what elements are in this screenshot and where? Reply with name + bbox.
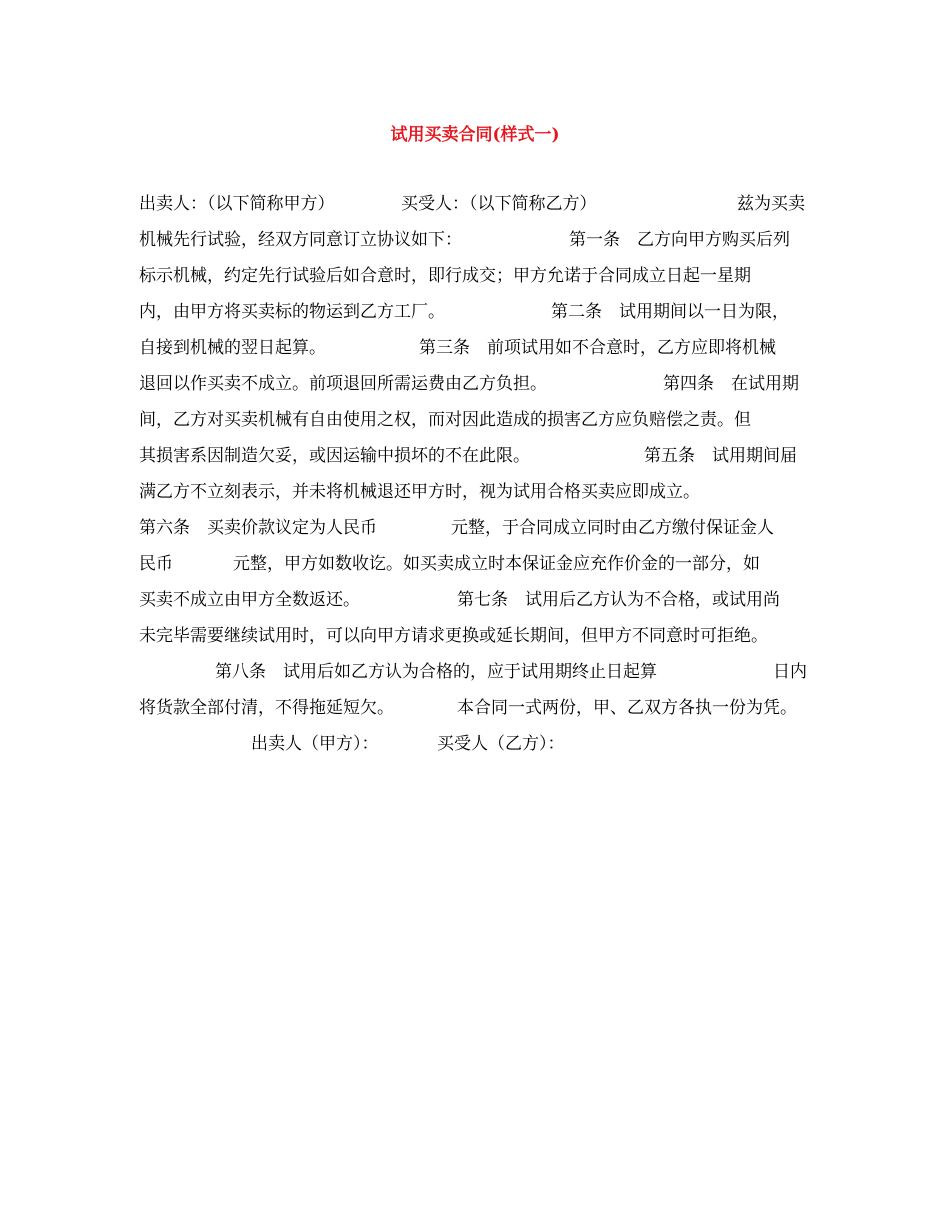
text-line-1 [139,190,819,218]
text-line-10 [139,514,819,542]
text-line-2 [139,226,819,254]
text-segment: 退回以作买卖不成立。前项退回所需运费由乙方负担。 [139,374,547,394]
text-line-5 [139,334,819,362]
text-segment: 兹为买卖 [737,194,805,214]
clause-1: 第一条 乙方向甲方购买后列 [569,230,790,250]
contract-title: 试用买卖合同(样式一) [390,125,560,145]
buyer-signature-label: 买受人（乙方）： [437,734,565,754]
text-segment: 民币 [139,554,173,574]
text-line-6 [139,370,819,398]
text-segment: 买卖不成立由甲方全数返还。 [139,590,360,610]
text-line-13 [139,622,819,650]
text-line-12 [139,586,819,614]
signature-line [139,730,819,758]
text-segment: 未完毕需要继续试用时，可以向甲方请求更换或延长期间，但甲方不同意时可拒绝。 [139,626,768,646]
text-segment: 满乙方不立刻表示，并未将机械退还甲方时，视为试用合格买卖应即成立。 [139,482,700,502]
text-segment: 日内 [773,662,807,682]
text-line-15 [139,694,819,722]
copies-clause: 本合同一式两份，甲、乙双方各执一份为凭。 [457,698,797,718]
text-segment: 其损害系因制造欠妥，或因运输中损坏的不在此限。 [139,446,530,466]
text-line-4 [139,298,819,326]
clause-8: 第八条 试用后如乙方认为合格的，应于试用期终止日起算 [215,662,657,682]
clause-2: 第二条 试用期间以一日为限， [551,302,789,322]
clause-5: 第五条 试用期间届 [644,446,797,466]
clause-4: 第四条 在试用期 [663,374,799,394]
text-segment: 元整，于合同成立同时由乙方缴付保证金人 [451,518,774,538]
clause-3: 第三条 前项试用如不合意时，乙方应即将机械 [419,338,776,358]
text-segment: 自接到机械的翌日起算。 [139,338,326,358]
text-segment: 标示机械，约定先行试验后如合意时，即行成交；甲方允诺于合同成立日起一星期 [139,266,751,286]
clause-6: 第六条 买卖价款议定为人民币 [139,518,377,538]
text-segment: 内，由甲方将买卖标的物运到乙方工厂。 [139,302,445,322]
text-segment: 机械先行试验，经双方同意订立协议如下： [139,230,462,250]
text-line-14 [139,658,819,686]
text-line-7 [139,406,819,434]
text-line-3 [139,262,819,290]
text-segment: 间，乙方对买卖机械有自由使用之权，而对因此造成的损害乙方应负赔偿之责。但 [139,410,751,430]
text-segment: 元整，甲方如数收讫。如买卖成立时本保证金应充作价金的一部分，如 [233,554,760,574]
text-line-9 [139,478,819,506]
text-line-8 [139,442,819,470]
clause-7: 第七条 试用后乙方认为不合格，或试用尚 [457,590,780,610]
seller-label: 出卖人：（以下简称甲方） [139,194,335,214]
buyer-label: 买受人：（以下简称乙方） [401,194,597,214]
text-segment: 将货款全部付清，不得拖延短欠。 [139,698,394,718]
seller-signature-label: 出卖人（甲方）： [251,734,379,754]
text-line-11 [139,550,819,578]
